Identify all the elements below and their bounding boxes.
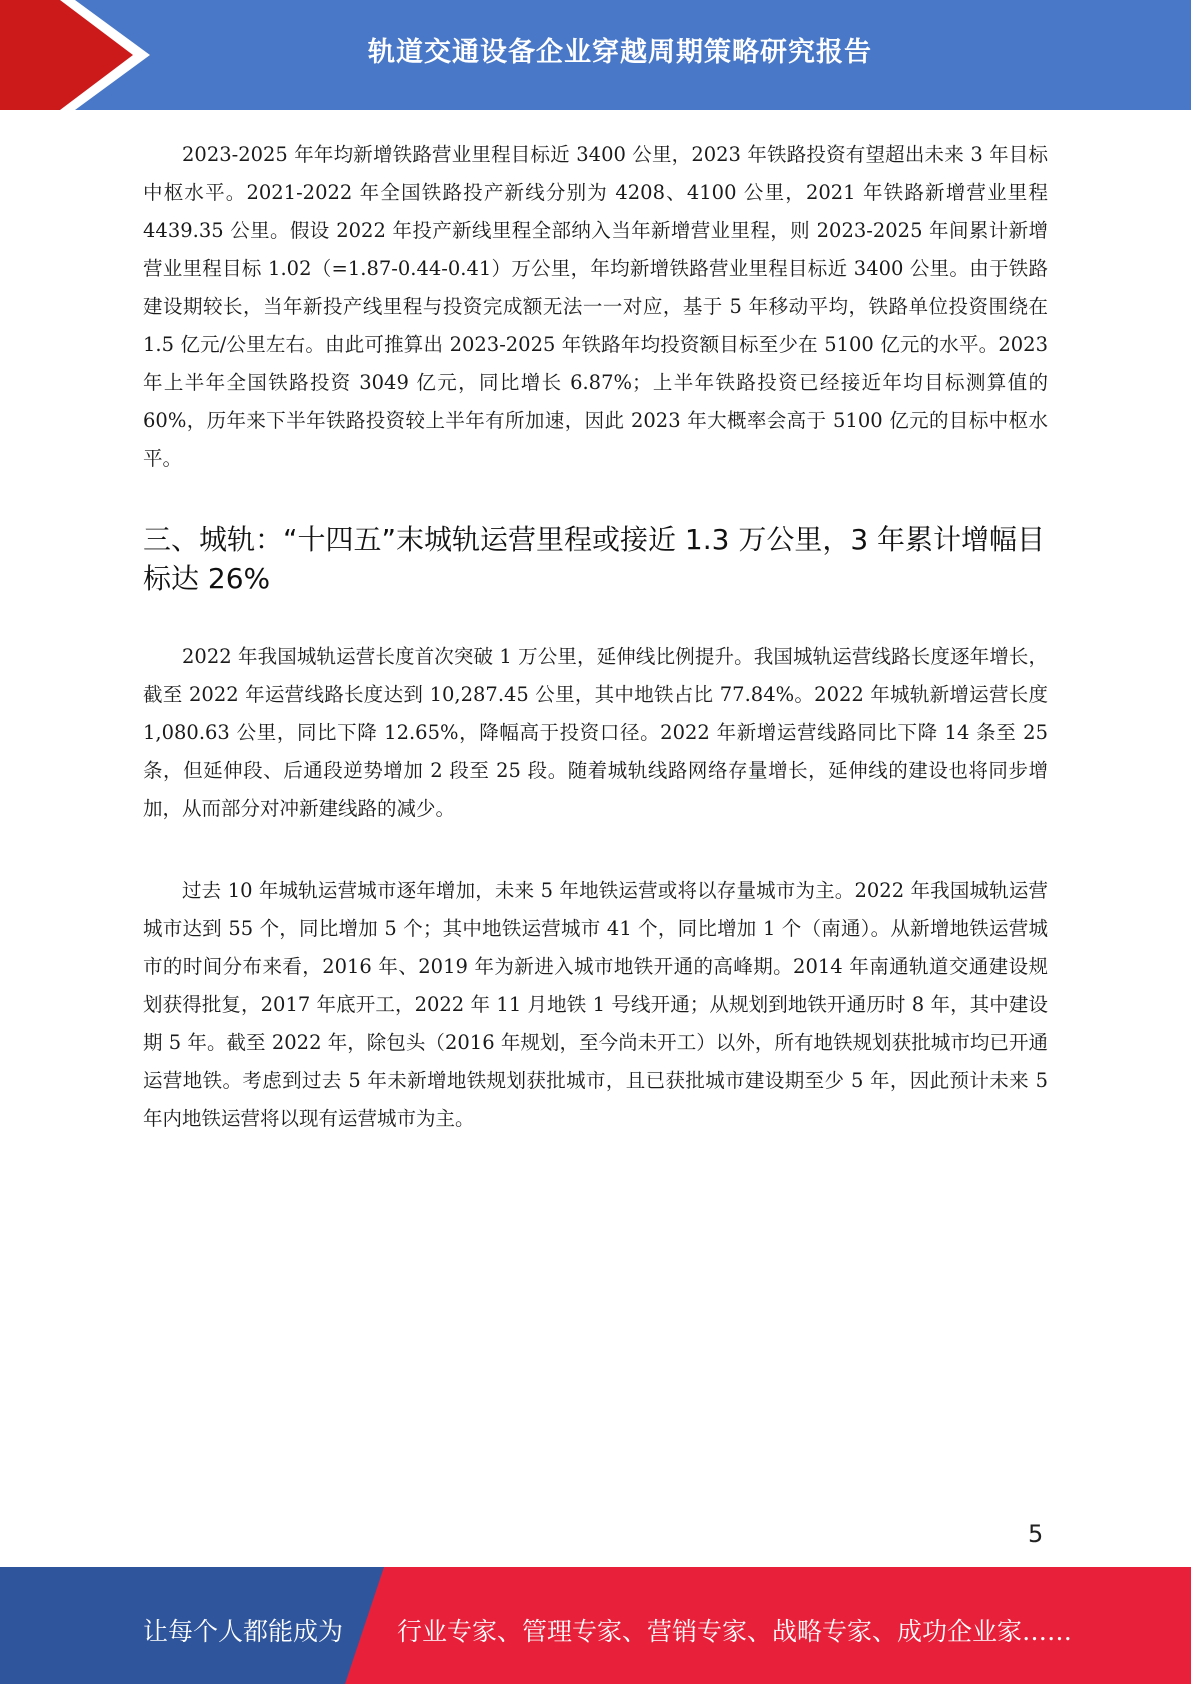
section-heading: 三、城轨：“十四五”末城轨运营里程或接近 1.3 万公里，3 年累计增幅目标达 26% xyxy=(143,523,1046,595)
report-title: 轨道交通设备企业穿越周期策略研究报告 xyxy=(368,37,872,68)
page-header xyxy=(0,0,1191,110)
footer-slogan-left: 让每个人都能成为 xyxy=(143,1617,344,1646)
page-number: 5 xyxy=(1028,1520,1044,1548)
body-paragraph: 过去 10 年城轨运营城市逐年增加，未来 5 年地铁运营或将以存量城市为主。2022 年我国城轨运营城市达到 55 个，同比增加 5 个；其中地铁运营城市 41 个，同比增加 1 个（南通）。从新增地铁运营城市的时间分布来看，2016 年、2019 年为新进入城市地铁开通的高峰期。2014 年南通轨道交通建设规划获得批复，2017 年底开工，2022 年 11 月地铁 1 号线开通；从规划到地铁开通历时 8 年，其中建设期 5 年。截至 2022 年，除包头（2016 年规划，至今尚未开工）以外，所有地铁规划获批城市均已开通运营地铁。考虑到过去 5 年未新增地铁规划获批城市，且已获批城市建设期至少 5 年，因此预计未来 5 年内地铁运营将以现有运营城市为主。 xyxy=(143,879,1048,1130)
footer-slogan-right: 行业专家、管理专家、营销专家、战略专家、成功企业家…… xyxy=(397,1617,1073,1646)
body-paragraph: 2022 年我国城轨运营长度首次突破 1 万公里，延伸线比例提升。我国城轨运营线路长度逐年增长，截至 2022 年运营线路长度达到 10,287.45 公里，其中地铁占比 77.84%。2022 年城轨新增运营长度 1,080.63 公里，同比下降 12.65%，降幅高于投资口径。2022 年新增运营线路同比下降 14 条至 25 条，但延伸段、后通段逆势增加 2 段至 25 段。随着城轨线路网络存量增长，延伸线的建设也将同步增加，从而部分对冲新建线路的减少。 xyxy=(143,645,1048,820)
page-footer xyxy=(0,1567,1191,1684)
page-content xyxy=(143,136,1048,1138)
body-paragraph: 2023-2025 年年均新增铁路营业里程目标近 3400 公里，2023 年铁路投资有望超出未来 3 年目标中枢水平。2021-2022 年全国铁路投产新线分别为 4208、4100 公里，2021 年铁路新增营业里程 4439.35 公里。假设 2022 年投产新线里程全部纳入当年新增营业里程，则 2023-2025 年间累计新增营业里程目标 1.02（=1.87-0.44-0.41）万公里，年均新增铁路营业里程目标近 3400 公里。由于铁路建设期较长，当年新投产线里程与投资完成额无法一一对应，基于 5 年移动平均，铁路单位投资围绕在 1.5 亿元/公里左右。由此可推算出 2023-2025 年铁路年均投资额目标至少在 5100 亿元的水平。2023 年上半年全国铁路投资 3049 亿元，同比增长 6.87%；上半年铁路投资已经接近年均目标测算值的 60%，历年来下半年铁路投资较上半年有所加速，因此 2023 年大概率会高于 5100 亿元的目标中枢水平。 xyxy=(143,143,1048,470)
